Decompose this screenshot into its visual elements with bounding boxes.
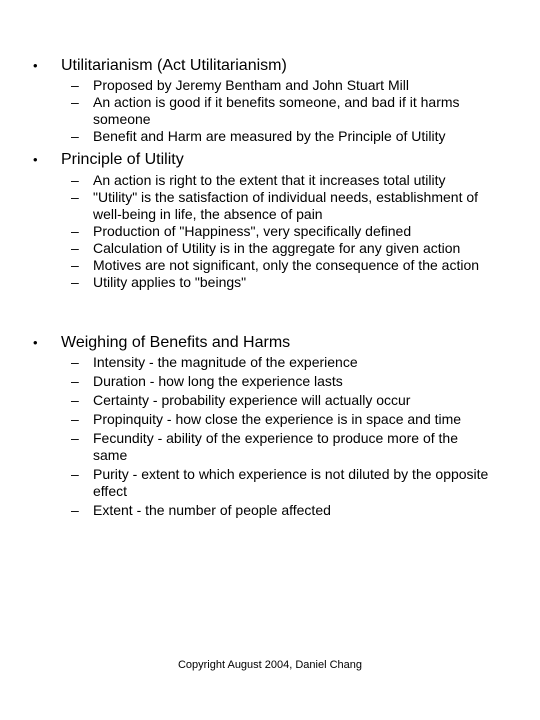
dash-icon: – xyxy=(71,274,79,290)
section-principle-of-utility xyxy=(0,149,540,291)
list-item xyxy=(0,466,540,500)
dash-icon: – xyxy=(71,392,79,408)
list-item-text: An action is good if it benefits someone, and bad if it harms someone xyxy=(93,94,460,127)
bullet-heading-row xyxy=(0,149,540,171)
list-item xyxy=(0,189,540,223)
dash-icon: – xyxy=(71,411,79,427)
section-heading: Utilitarianism (Act Utilitarianism) xyxy=(61,57,287,74)
list-item-text: Intensity - the magnitude of the experience xyxy=(93,354,358,370)
list-item-text: Fecundity - ability of the experience to produce more of the same xyxy=(93,430,458,463)
bullet-icon: • xyxy=(33,152,38,167)
bullet-icon: • xyxy=(33,58,38,73)
list-item xyxy=(0,257,540,274)
list-item xyxy=(0,94,540,128)
list-item xyxy=(0,77,540,94)
dash-icon: – xyxy=(71,128,79,144)
list-item-text: Utility applies to "beings" xyxy=(93,274,247,290)
list-item xyxy=(0,172,540,189)
copyright-footer: Copyright August 2004, Daniel Chang xyxy=(177,659,363,671)
list-item xyxy=(0,240,540,257)
dash-icon: – xyxy=(71,189,79,205)
section-weighing-benefits-harms xyxy=(0,332,540,519)
dash-icon: – xyxy=(71,77,79,93)
list-item-text: Benefit and Harm are measured by the Principle of Utility xyxy=(93,128,446,144)
list-item xyxy=(0,392,540,409)
dash-icon: – xyxy=(71,223,79,239)
sub-list xyxy=(0,172,540,291)
section-utilitarianism xyxy=(0,55,540,145)
dash-icon: – xyxy=(71,354,79,370)
dash-icon: – xyxy=(71,94,79,110)
list-item xyxy=(0,128,540,145)
bullet-heading-row xyxy=(0,332,540,354)
list-item xyxy=(0,373,540,390)
list-item xyxy=(0,411,540,428)
section-heading: Weighing of Benefits and Harms xyxy=(61,334,291,351)
list-item-text: Purity - extent to which experience is not diluted by the opposite effect xyxy=(93,466,489,499)
dash-icon: – xyxy=(71,466,79,482)
dash-icon: – xyxy=(71,502,79,518)
list-item-text: Proposed by Jeremy Bentham and John Stuart Mill xyxy=(93,77,409,93)
sub-list xyxy=(0,354,540,519)
list-item xyxy=(0,223,540,240)
list-item xyxy=(0,430,540,464)
list-item-text: "Utility" is the satisfaction of individual needs, establishment of well-being in life, the absence of pain xyxy=(93,189,479,222)
dash-icon: – xyxy=(71,240,79,256)
list-item xyxy=(0,354,540,371)
list-item-text: Production of "Happiness", very specifically defined xyxy=(93,223,412,239)
list-item-text: Motives are not significant, only the consequence of the action xyxy=(93,257,480,273)
dash-icon: – xyxy=(71,257,79,273)
list-item-text: Propinquity - how close the experience is in space and time xyxy=(93,411,462,427)
sub-list xyxy=(0,77,540,145)
dash-icon: – xyxy=(71,373,79,389)
list-item-text: Calculation of Utility is in the aggregate for any given action xyxy=(93,240,461,256)
list-item-text: An action is right to the extent that it increases total utility xyxy=(93,172,446,188)
list-item xyxy=(0,274,540,291)
dash-icon: – xyxy=(71,172,79,188)
list-item xyxy=(0,502,540,519)
section-heading: Principle of Utility xyxy=(61,151,184,168)
list-item-text: Certainty - probability experience will actually occur xyxy=(93,392,411,408)
bullet-icon: • xyxy=(33,335,38,350)
bullet-heading-row xyxy=(0,55,540,77)
list-item-text: Extent - the number of people affected xyxy=(93,502,331,518)
dash-icon: – xyxy=(71,430,79,446)
list-item-text: Duration - how long the experience lasts xyxy=(93,373,343,389)
